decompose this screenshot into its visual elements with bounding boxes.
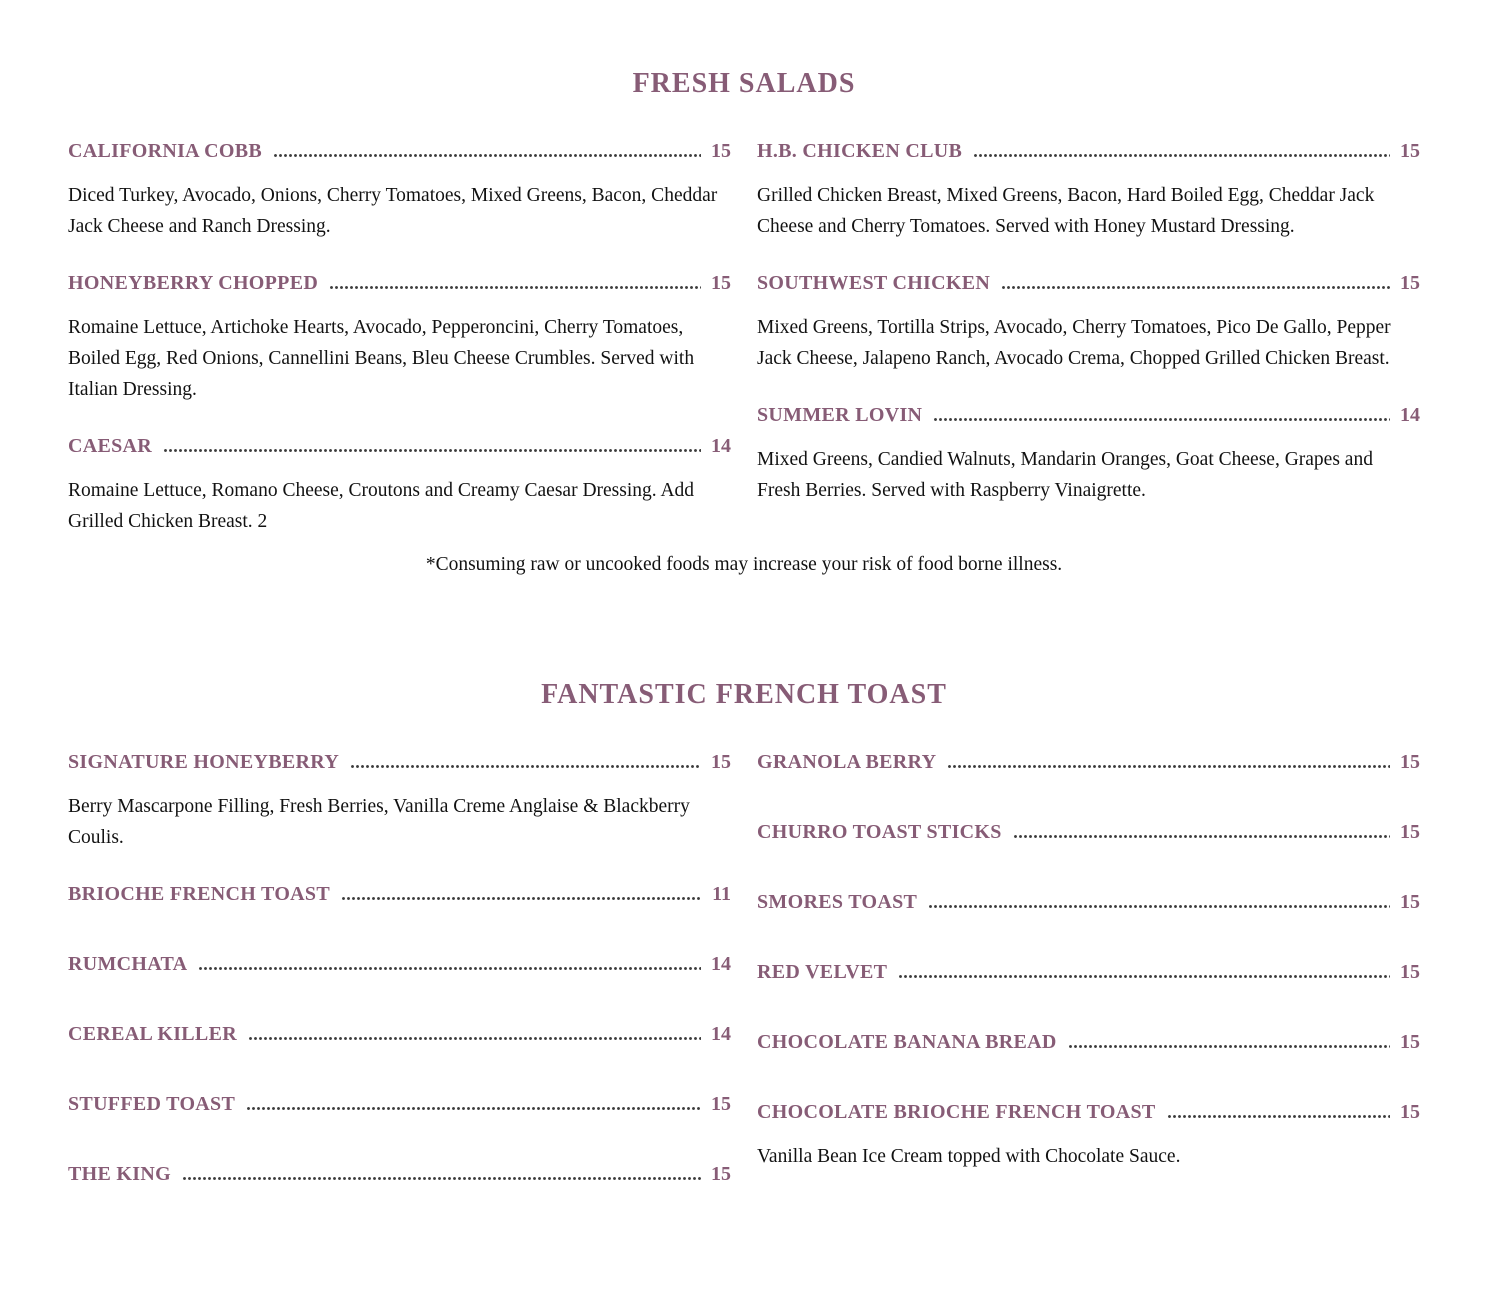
menu-item-row	[68, 432, 731, 460]
menu-item-row	[757, 888, 1420, 916]
menu-item-row	[68, 950, 731, 978]
menu-item-name: GRANOLA BERRY	[757, 751, 937, 773]
menu-item-name: SIGNATURE HONEYBERRY	[68, 751, 340, 773]
dotted-leader	[274, 154, 701, 157]
menu-item-price: 15	[1400, 891, 1420, 913]
menu-item-name: HONEYBERRY CHOPPED	[68, 272, 319, 294]
dotted-leader	[934, 418, 1390, 421]
menu-item-price: 14	[711, 435, 731, 457]
dotted-leader	[974, 154, 1390, 157]
menu-item-description: Romaine Lettuce, Romano Cheese, Croutons and Creamy Caesar Dressing. Add Grilled Chicken Breast. 2	[68, 480, 695, 532]
menu-column-left	[68, 748, 731, 1188]
menu-item	[757, 748, 1420, 776]
menu-item	[68, 1020, 731, 1048]
section-fresh-salads	[68, 66, 1420, 580]
menu-item-price: 14	[1400, 404, 1420, 426]
section-title: FRESH SALADS	[632, 68, 856, 99]
menu-item-name: BRIOCHE FRENCH TOAST	[68, 883, 330, 905]
dotted-leader	[899, 975, 1390, 978]
menu-item-row	[757, 748, 1420, 776]
menu-item-row	[68, 1020, 731, 1048]
menu-item	[757, 1098, 1420, 1172]
dotted-leader	[948, 765, 1390, 768]
menu-item-price: 14	[711, 1023, 731, 1045]
menu-item-price: 15	[1400, 140, 1420, 162]
menu-item	[68, 137, 731, 242]
dotted-leader	[199, 967, 701, 970]
dotted-leader	[183, 1177, 701, 1180]
menu-item-price: 15	[1400, 751, 1420, 773]
menu-item	[757, 1028, 1420, 1056]
menu-item-price: 15	[1400, 1101, 1420, 1123]
menu-item	[757, 888, 1420, 916]
menu-item	[68, 880, 731, 908]
dotted-leader	[247, 1107, 701, 1110]
menu-item-row	[757, 958, 1420, 986]
menu-column-left	[68, 137, 731, 537]
menu-item-name: RUMCHATA	[68, 953, 188, 975]
menu-item-name: H.B. CHICKEN CLUB	[757, 140, 963, 162]
menu-item-price: 15	[711, 1093, 731, 1115]
menu-item	[68, 432, 731, 537]
menu-column-right	[757, 748, 1420, 1188]
menu-item-name: CHOCOLATE BRIOCHE FRENCH TOAST	[757, 1101, 1156, 1123]
menu-item	[757, 958, 1420, 986]
menu-item-name: SUMMER LOVIN	[757, 404, 923, 426]
menu-item-price: 15	[711, 140, 731, 162]
menu-item-row	[757, 818, 1420, 846]
dotted-leader	[1014, 835, 1390, 838]
menu-item-name: CHURRO TOAST STICKS	[757, 821, 1002, 843]
menu-item	[68, 950, 731, 978]
menu-item-price: 15	[1400, 272, 1420, 294]
section-fantastic-french-toast	[68, 677, 1420, 1188]
dotted-leader	[342, 897, 702, 900]
dotted-leader	[1168, 1115, 1390, 1118]
menu-item-row	[68, 137, 731, 165]
dotted-leader	[249, 1037, 701, 1040]
menu-item	[757, 269, 1420, 374]
menu-item-row	[68, 269, 731, 297]
menu-item-description: Grilled Chicken Breast, Mixed Greens, Bacon, Hard Boiled Egg, Cheddar Jack Cheese and Cherry Tomatoes. Served with Honey Mustard Dressing.	[757, 185, 1375, 237]
menu-item	[757, 401, 1420, 506]
menu-item-price: 15	[1400, 961, 1420, 983]
menu-item-name: THE KING	[68, 1163, 171, 1185]
section-columns	[68, 137, 1420, 537]
menu-item-description: Mixed Greens, Tortilla Strips, Avocado, Cherry Tomatoes, Pico De Gallo, Pepper Jack Cheese, Jalapeno Ranch, Avocado Crema, Chopped Grilled Chicken Breast.	[757, 317, 1391, 369]
menu-item-name: CAESAR	[68, 435, 153, 457]
menu-item-description: Romaine Lettuce, Artichoke Hearts, Avocado, Pepperoncini, Cherry Tomatoes, Boiled Egg, Red Onions, Cannellini Beans, Bleu Cheese Crumbles. Served with Italian Dressing.	[68, 317, 695, 400]
menu-item-price: 14	[711, 953, 731, 975]
menu-item-name: CALIFORNIA COBB	[68, 140, 262, 162]
section-title: FANTASTIC FRENCH TOAST	[541, 679, 947, 710]
menu-item-row	[757, 401, 1420, 429]
menu-item-description: Diced Turkey, Avocado, Onions, Cherry Tomatoes, Mixed Greens, Bacon, Cheddar Jack Cheese and Ranch Dressing.	[68, 185, 718, 237]
dotted-leader	[330, 286, 701, 289]
menu-item-row	[68, 1090, 731, 1118]
menu-item-name: CEREAL KILLER	[68, 1023, 237, 1045]
menu-item-row	[757, 269, 1420, 297]
menu-column-right	[757, 137, 1420, 537]
dotted-leader	[929, 905, 1390, 908]
menu-item	[68, 269, 731, 405]
menu-item	[68, 748, 731, 853]
dotted-leader	[164, 449, 701, 452]
menu-item-price: 15	[711, 272, 731, 294]
menu-item-name: SOUTHWEST CHICKEN	[757, 272, 991, 294]
menu-item-row	[68, 880, 731, 908]
menu-item-row	[757, 1028, 1420, 1056]
menu-item-price: 15	[711, 1163, 731, 1185]
menu-item-row	[68, 748, 731, 776]
menu-item-price: 11	[712, 883, 731, 905]
menu-item-name: STUFFED TOAST	[68, 1093, 236, 1115]
menu-item-price: 15	[1400, 1031, 1420, 1053]
menu-item	[757, 818, 1420, 846]
disclaimer-text: *Consuming raw or uncooked foods may increase your risk of food borne illness.	[425, 554, 1063, 575]
menu-item-price: 15	[1400, 821, 1420, 843]
dotted-leader	[1069, 1045, 1390, 1048]
menu-item	[757, 137, 1420, 242]
menu-item-row	[757, 137, 1420, 165]
menu-item-name: CHOCOLATE BANANA BREAD	[757, 1031, 1057, 1053]
menu-item-row	[757, 1098, 1420, 1126]
section-columns	[68, 748, 1420, 1188]
menu-item-description: Berry Mascarpone Filling, Fresh Berries, Vanilla Creme Anglaise & Blackberry Coulis.	[68, 796, 690, 848]
menu-item-description: Vanilla Bean Ice Cream topped with Chocolate Sauce.	[757, 1146, 1181, 1167]
dotted-leader	[1002, 286, 1390, 289]
menu-item-description: Mixed Greens, Candied Walnuts, Mandarin Oranges, Goat Cheese, Grapes and Fresh Berries. Served with Raspberry Vinaigrette.	[757, 449, 1373, 501]
menu-item-price: 15	[711, 751, 731, 773]
menu-item-name: RED VELVET	[757, 961, 888, 983]
menu-item	[68, 1090, 731, 1118]
menu-item	[68, 1160, 731, 1188]
menu-item-name: SMORES TOAST	[757, 891, 918, 913]
menu-item-row	[68, 1160, 731, 1188]
dotted-leader	[351, 765, 701, 768]
